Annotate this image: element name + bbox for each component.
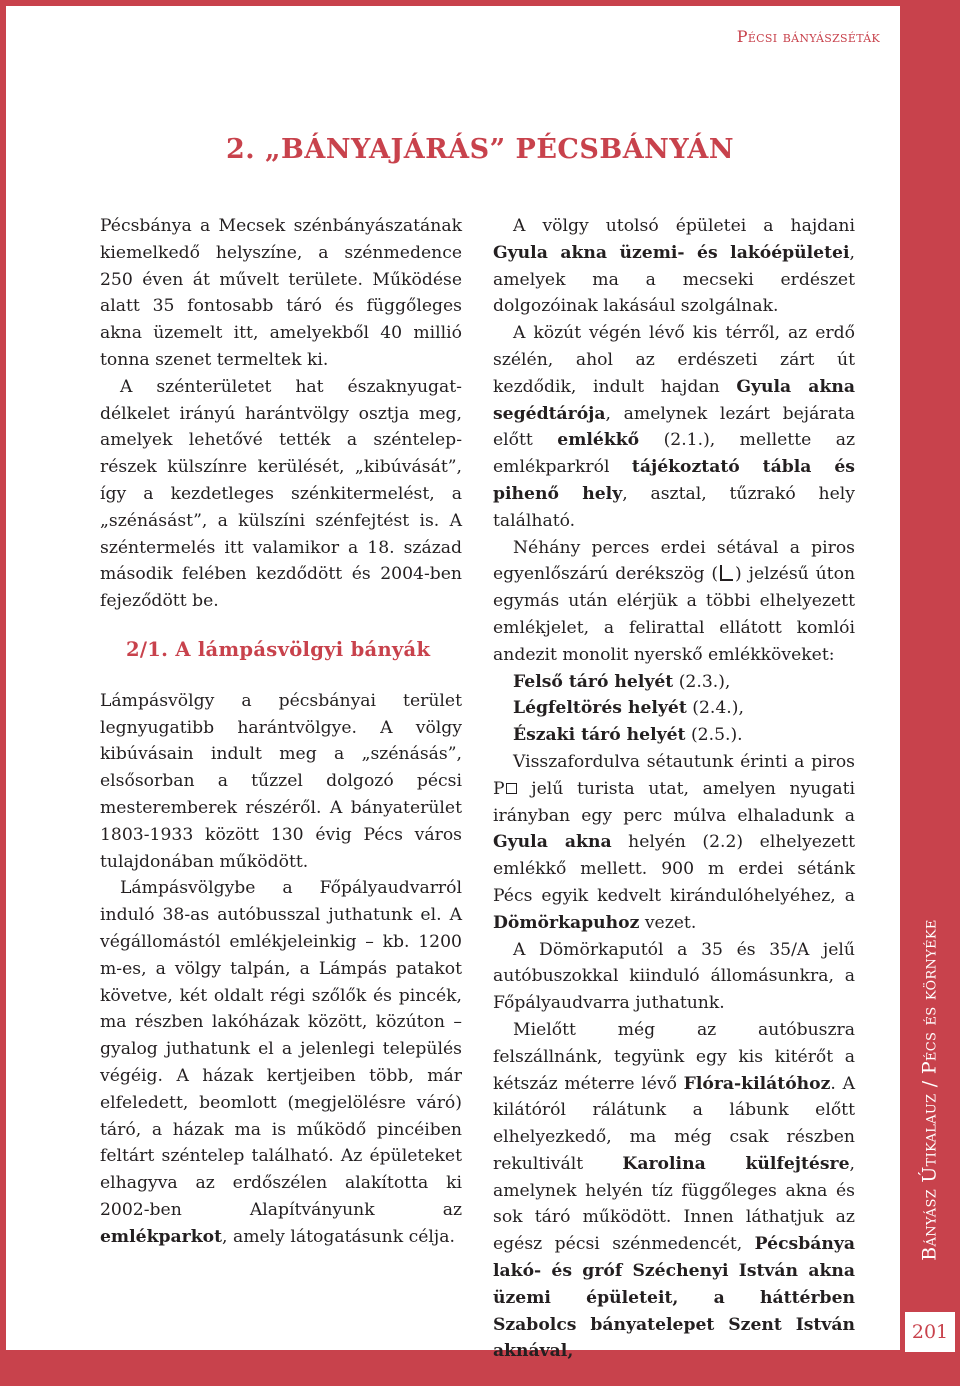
- bold-term: Karolina külfejtésre: [622, 1153, 850, 1174]
- trail-mark-corner-icon: [720, 565, 733, 581]
- text: Lámpásvölgybe a Főpályaudvarról induló 38-as autóbusszal juthatunk el. A végállomástól emlékjeleinkig – kb. 1200 m-es, a völgy talpán, a Lámpás patakot követve, két oldalt régi szőlők és pincék, ma részben lakóházak között, közúton – gyalog juthatunk el a jelenlegi település végéig. A házak kertjeiben több, már elfeledett, beomlott (megjelölésre váró) táró, a házak ma is működő pincéiben feltárt széntelep található. Az épületeket elhagyva az erdőszélen alakította ki 2002-ben Alapítványunk az: [100, 878, 462, 1220]
- paragraph: A Dömörkaputól a 35 és 35/A jelű autóbuszokkal kiinduló állomásunkra, a Főpályaudvarra juthatunk.: [493, 939, 855, 1014]
- bold-term: Dömörkapuhoz: [493, 912, 640, 933]
- paragraph: [493, 1017, 855, 1365]
- paragraph: [100, 875, 462, 1250]
- text: (2.4.),: [686, 698, 744, 719]
- bold-term: Légfeltörés helyét: [513, 698, 687, 719]
- bold-term: Pécsbánya lakó- és gróf Széchenyi István akna üzemi épületeit, a háttérben Szabolcs bányatelepet Szent István aknával,: [493, 1234, 855, 1362]
- text: helyén (2.2) elhelyezett emlékkő mellett. 900 m erdei sétánk Pécs egyik kedvelt kirándulóhelyéhez, a: [493, 832, 855, 906]
- list-item: [493, 695, 855, 722]
- paragraph: [493, 213, 855, 320]
- list-item: [493, 669, 855, 696]
- paragraph: Lámpásvölgy a pécsbányai terület legnyugatibb harántvölgye. A völgy kibúvásain indult meg a „szénásás”, elsősorban a tűzzel dolgozó pécsi mesteremberek részéről. A bányaterület 1803-1933 között 130 évig Pécs város tulajdonában működött.: [100, 690, 462, 872]
- paragraph: [493, 320, 855, 534]
- bold-term: Gyula akna: [493, 832, 612, 853]
- text: , amelynek helyén tíz függőleges akna és sok táró működött. Innen láthatjuk az egész pécsi szénmedencét,: [493, 1153, 855, 1255]
- bold-term: Északi táró helyét: [513, 725, 686, 746]
- text: jelű turista utat, amelyen nyugati irányban egy perc múlva elhaladunk a: [493, 778, 855, 826]
- page-number: 201: [905, 1312, 955, 1352]
- paragraph: A szénterületet hat északnyugat-délkelet irányú harántvölgy osztja meg, amelyek lehetővé tették a széntelep-részek külszínre kerülését, „kibúvását”, így a kezdetleges szénkitermelést, a „szénásást”, a külszíni szénfejtést is. A széntermelés itt valamikor a 18. század második felében kezdődött és 2004-ben fejeződött be.: [100, 376, 462, 612]
- bold-term: Gyula akna üzemi- és lakóépületei: [493, 242, 850, 263]
- text: Visszafordulva sétautunk érinti a piros P: [493, 751, 855, 799]
- text: , asztal, tűzrakó hely található.: [493, 483, 855, 531]
- bold-term: Flóra-kilátóhoz: [683, 1073, 831, 1094]
- list-item: [493, 722, 855, 749]
- bold-term: emlékparkot: [100, 1226, 223, 1247]
- running-head: Pécsi bányászséták: [736, 27, 880, 46]
- text: ) jelzésű úton egymás után elérjük a többi elhelyezett emlékjelet, a felirattal ellátott komlói andezit monolit nyerskő emlékköveket:: [493, 564, 856, 665]
- side-label: [912, 880, 948, 1300]
- left-border: [0, 0, 6, 1386]
- text: , amelynek lezárt bejárata előtt: [493, 403, 855, 451]
- text: Néhány perces erdei sétával a piros egyenlőszárú derékszög (: [493, 537, 855, 585]
- paragraph: [493, 749, 855, 937]
- text: , amelyek ma a mecseki erdészet dolgozóinak lakásául szolgálnak.: [493, 242, 855, 317]
- top-border: [0, 0, 960, 6]
- left-column: [100, 213, 462, 1250]
- text: . A kilátóról rálátunk a lábunk előtt elhelyezkedő, ma még csak részben rekultivált: [493, 1073, 855, 1174]
- text: vezet.: [639, 912, 697, 933]
- text: (2.1.), mellette az emlékparkról: [493, 430, 856, 478]
- text: A völgy utolsó épületei a hajdani: [513, 216, 855, 236]
- paragraph: Pécsbánya a Mecsek szénbányászatának kiemelkedő helyszíne, a szénmedence 250 éven át művelt területe. Működése alatt 35 fontosabb táró és függőleges akna üzemelt itt, amelyekből 40 millió tonna szenet termeltek ki.: [100, 216, 462, 370]
- right-column: [493, 213, 855, 1365]
- bold-term: Gyula akna segédtárója: [493, 376, 855, 424]
- text: Mielőtt még az autóbuszra felszállnánk, tegyünk egy kis kitérőt a kétszáz méterre lévő: [493, 1019, 855, 1094]
- section-title: 2/1. A lámpásvölgyi bányák: [126, 637, 431, 661]
- paragraph: [493, 535, 855, 669]
- text: A közút végén lévő kis térről, az erdő szélén, ahol az erdészeti zárt út kezdődik, indult hajdan: [493, 323, 855, 397]
- text: (2.3.),: [673, 671, 731, 692]
- chapter-title: 2. „BÁNYAJÁRÁS” PÉCSBÁNYÁN: [225, 134, 735, 165]
- text: (2.5.).: [685, 725, 743, 746]
- side-label-text: Bányász Útikalauz / Pécs és környéke: [919, 919, 941, 1261]
- bold-term: tájékoztató tábla és pihenő hely: [493, 457, 855, 504]
- bold-term: emlékkő: [557, 430, 640, 451]
- text: , amely látogatásunk célja.: [222, 1226, 455, 1247]
- trail-mark-square-icon: [506, 783, 517, 794]
- bold-term: Felső táró helyét: [513, 671, 674, 692]
